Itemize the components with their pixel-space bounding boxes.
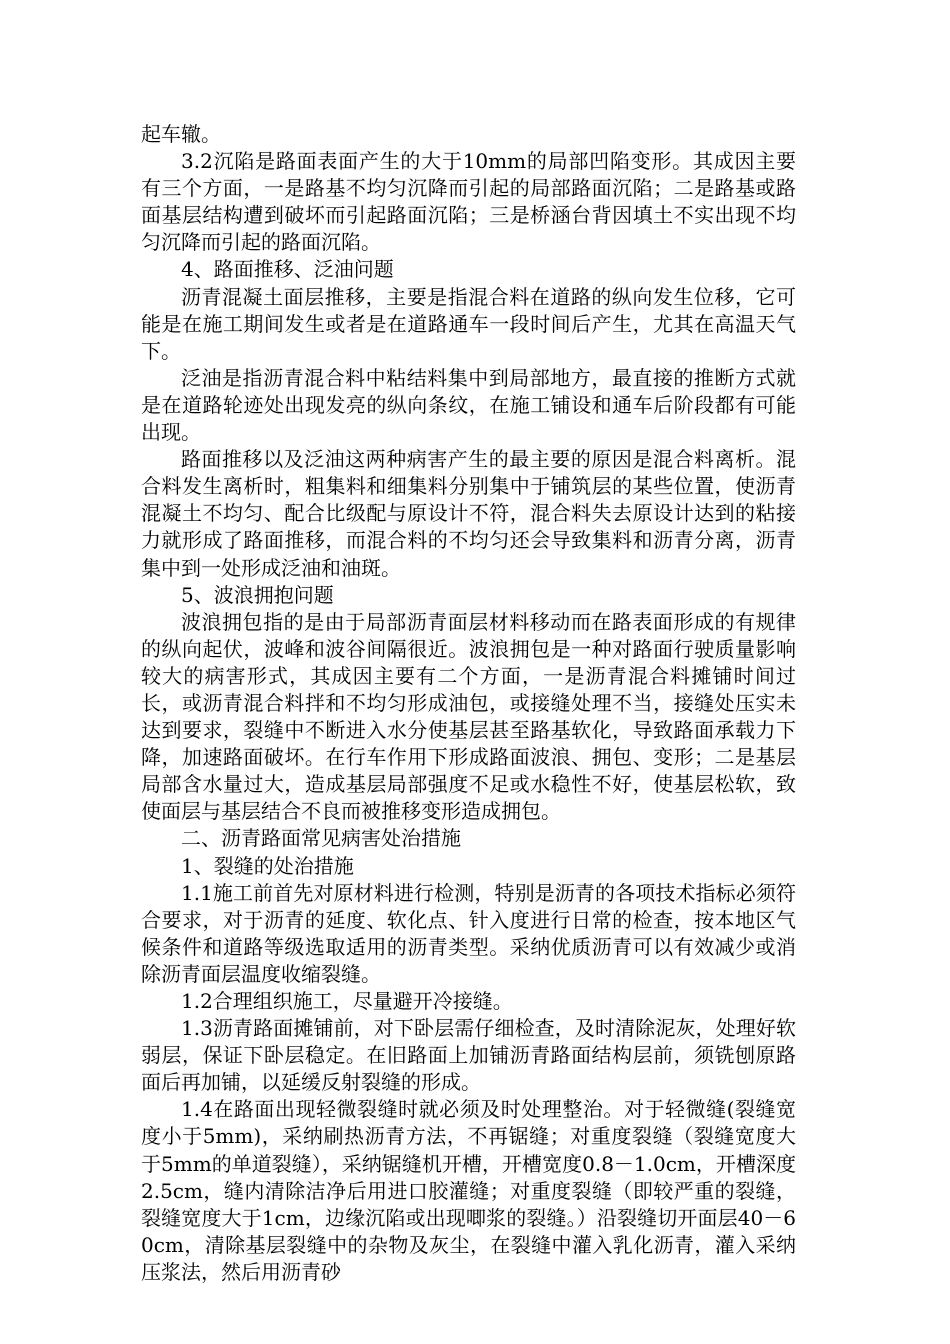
paragraph-corrugation: 波浪拥包指的是由于局部沥青面层材料移动而在路表面形成的有规律的纵向起伏，波峰和波谷间隔很近。波浪拥包是一种对路面行驶质量影响较大的病害形式，其成因主要有二个方面，一是沥青混合料摊铺时间过长，或沥青混合料拌和不均匀形成油包，或接缝处理不当，接缝处压实未达到要求，裂缝中不断进入水分使基层甚至路基软化，导致路面承载力下降，加速路面破坏。在行车作用下形成路面波浪、拥包、变形；二是基层局部含水量过大，造成基层局部强度不足或水稳性不好，使基层松软，致使面层与基层结合不良而被推移变形造成拥包。 (141, 609, 796, 824)
paragraph-1-2: 1.2合理组织施工，尽量避开冷接缝。 (181, 989, 513, 1013)
document-body (141, 121, 796, 1286)
paragraph-segregation-cause: 路面推移以及泛油这两种病害产生的最主要的原因是混合料离析。混合料发生离析时，粗集料和细集料分别集中于铺筑层的某些位置，使沥青混凝土不均匀、配合比级配与原设计不符，混合料失去原设计达到的粘接力就形成了路面推移，而混合料的不均匀还会导致集料和沥青分离，沥青集中到一处形成泛油和油斑。 (141, 447, 796, 580)
paragraph-1-1: 1.1施工前首先对原材料进行检测，特别是沥青的各项技术指标必须符合要求，对于沥青的延度、软化点、针入度进行日常的检查，按本地区气候条件和道路等级选取适用的沥青类型。采纳优质沥青可以有效减少或消除沥青面层温度收缩裂缝。 (141, 880, 796, 986)
section-heading-corrugation: 5、波浪拥抱问题 (181, 582, 334, 607)
paragraph-bleeding: 泛油是指沥青混合料中粘结料集中到局部地方，最直接的推断方式就是在道路轮迹处出现发亮的纵向条纹，在施工铺设和通车后阶段都有可能出现。 (141, 365, 796, 445)
paragraph-shoving: 沥青混凝土面层推移，主要是指混合料在道路的纵向发生位移，它可能是在施工期间发生或者是在道路通车一段时间后产生，尤其在高温天气下。 (141, 284, 796, 363)
section-heading-crack-treatment: 1、裂缝的处治措施 (181, 853, 354, 878)
paragraph-continuation: 起车辙。 (141, 122, 221, 146)
paragraph-1-3: 1.3沥青路面摊铺前，对下卧层需仔细检查，及时清除泥灰，处理好软弱层，保证下卧层稳定。在旧路面上加铺沥青路面结构层前，须铣刨原路面后再加铺，以延缓反射裂缝的形成。 (141, 1016, 796, 1095)
chapter-heading-treatment: 二、沥青路面常见病害处治措施 (181, 826, 461, 851)
section-heading-shoving-bleeding: 4、路面推移、泛油问题 (181, 257, 394, 282)
paragraph-subsidence: 3.2沉陷是路面表面产生的大于10mm的局部凹陷变形。其成因主要有三个方面，一是路基不均匀沉降而引起的局部路面沉陷；二是路基或路面基层结构遭到破坏而引起路面沉陷；三是桥涵台背因填土不实出现不均匀沉降而引起的路面沉陷。 (141, 149, 796, 255)
paragraph-1-4: 1.4在路面出现轻微裂缝时就必须及时处理整治。对于轻微缝(裂缝宽度小于5mm)，采纳刷热沥青方法，不再锯缝；对重度裂缝（裂缝宽度大于5mm的单道裂缝），采纳锯缝机开槽，开槽宽度0.8－1.0cm，开槽深度2.5cm，缝内清除洁净后用进口胶灌缝；对重度裂缝（即较严重的裂缝，裂缝宽度大于1cm，边缘沉陷或出现唧浆的裂缝。）沿裂缝切开面层40－60cm，清除基层裂缝中的杂物及灰尘，在裂缝中灌入乳化沥青，灌入采纳压浆法，然后用沥青砂 (141, 1097, 796, 1284)
